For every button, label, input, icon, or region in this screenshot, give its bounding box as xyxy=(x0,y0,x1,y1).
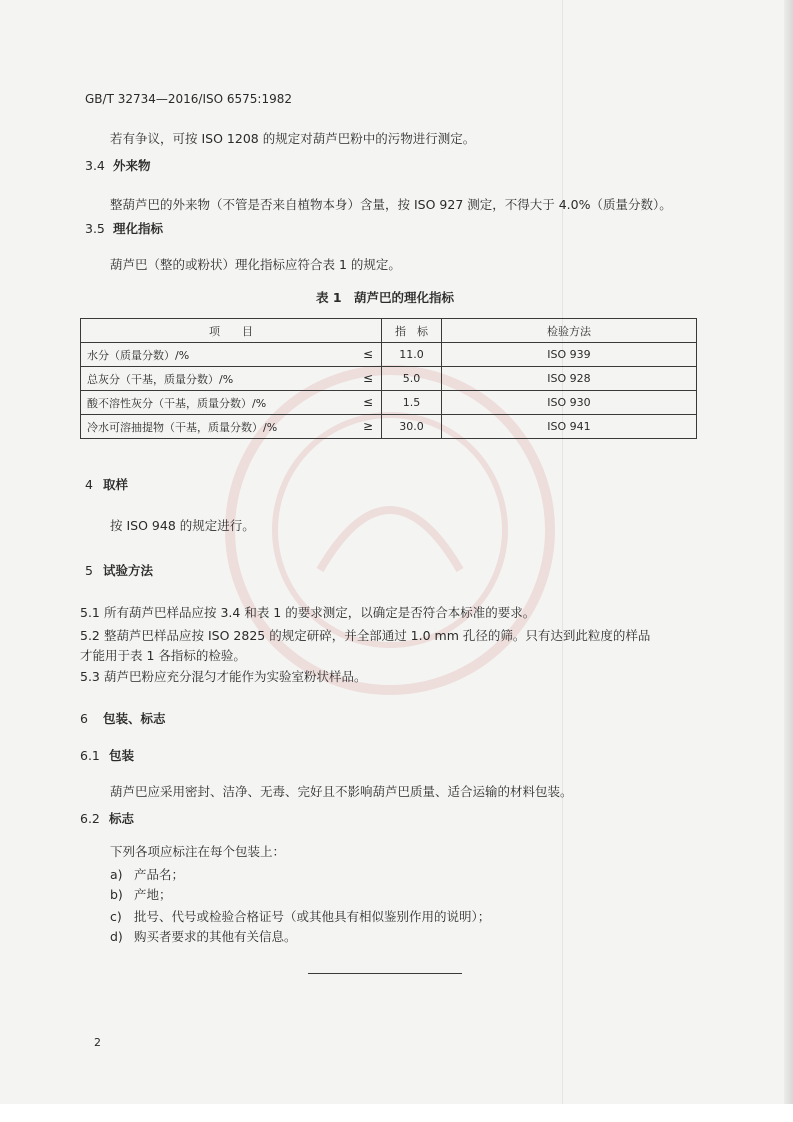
row-item: 冷水可溶抽提物（干基，质量分数）/% xyxy=(87,420,278,434)
comparison-symbol: ≥ xyxy=(362,419,373,433)
row-item: 总灰分（干基，质量分数）/% xyxy=(87,372,234,386)
section-6-1-number: 6.1 xyxy=(80,748,100,763)
row-method: ISO 930 xyxy=(442,391,697,415)
section-6-title: 包装、标志 xyxy=(103,711,166,726)
section-4-title: 取样 xyxy=(103,477,129,492)
row-value: 11.0 xyxy=(382,343,442,367)
comparison-symbol: ≤ xyxy=(362,395,373,409)
section-6-2-intro: 下列各项应标注在每个包装上： xyxy=(110,844,286,859)
section-6-1-title: 包装 xyxy=(109,748,135,763)
section-5-3-text: 葫芦巴粉应充分混匀才能作为实验室粉状样品。 xyxy=(104,669,367,684)
section-5-2-number: 5.2 xyxy=(80,628,100,643)
row-value: 5.0 xyxy=(382,367,442,391)
section-6-2-number: 6.2 xyxy=(80,811,100,826)
section-3-5-title: 理化指标 xyxy=(113,221,164,236)
section-6-number: 6 xyxy=(80,711,88,726)
row-item-cell xyxy=(81,391,382,415)
header-value: 指 标 xyxy=(382,319,442,343)
table-row xyxy=(81,391,697,415)
list-marker: b) xyxy=(110,887,123,902)
list-marker: d) xyxy=(110,929,123,944)
row-item: 酸不溶性灰分（干基，质量分数）/% xyxy=(87,396,267,410)
list-item: 产地； xyxy=(134,887,172,902)
list-marker: a) xyxy=(110,867,123,882)
page-number: 2 xyxy=(94,1036,101,1049)
dispute-note: 若有争议，可按 ISO 1208 的规定对葫芦巴粉中的污物进行测定。 xyxy=(110,131,476,146)
row-item-cell xyxy=(81,367,382,391)
page-edge-shadow xyxy=(784,0,793,1104)
table-header-row xyxy=(81,319,697,343)
comparison-symbol: ≤ xyxy=(362,347,373,361)
section-3-4-number: 3.4 xyxy=(85,158,105,173)
list-item: 批号、代号或检验合格证号（或其他具有相似鉴别作用的说明）； xyxy=(134,909,491,924)
table-caption: 表 1 葫芦巴的理化指标 xyxy=(316,290,455,305)
comparison-symbol: ≤ xyxy=(362,371,373,385)
row-method: ISO 928 xyxy=(442,367,697,391)
section-5-2-text-a: 整葫芦巴样品应按 ISO 2825 的规定研碎，并全部通过 1.0 mm 孔径的筛。只有达到此粒度的样品 xyxy=(104,628,651,643)
table-row xyxy=(81,415,697,439)
list-item: 购买者要求的其他有关信息。 xyxy=(134,929,297,944)
section-5-3-number: 5.3 xyxy=(80,669,100,684)
header-item: 项 目 xyxy=(81,319,382,343)
list-marker: c) xyxy=(110,909,122,924)
section-5-title: 试验方法 xyxy=(103,563,154,578)
section-5-1-text: 所有葫芦巴样品应按 3.4 和表 1 的要求测定，以确定是否符合本标准的要求。 xyxy=(104,605,536,620)
row-value: 30.0 xyxy=(382,415,442,439)
row-item-cell xyxy=(81,415,382,439)
section-6-1-text: 葫芦巴应采用密封、洁净、无毒、完好且不影响葫芦巴质量、适合运输的材料包装。 xyxy=(110,784,573,799)
section-5-1-number: 5.1 xyxy=(80,605,100,620)
table-row xyxy=(81,343,697,367)
section-4-number: 4 xyxy=(85,477,93,492)
list-item: 产品名； xyxy=(134,867,185,882)
section-6-2-title: 标志 xyxy=(109,811,135,826)
indicator-table xyxy=(80,318,697,439)
row-item: 水分（质量分数）/% xyxy=(87,348,190,362)
row-method: ISO 939 xyxy=(442,343,697,367)
table-row xyxy=(81,367,697,391)
end-separator-line xyxy=(308,973,462,974)
row-method: ISO 941 xyxy=(442,415,697,439)
row-value: 1.5 xyxy=(382,391,442,415)
section-3-5-number: 3.5 xyxy=(85,221,105,236)
section-3-4-title: 外来物 xyxy=(113,158,151,173)
section-4-text: 按 ISO 948 的规定进行。 xyxy=(110,518,255,533)
section-3-4-text: 整葫芦巴的外来物（不管是否来自植物本身）含量，按 ISO 927 测定，不得大于 4.0%（质量分数）。 xyxy=(110,197,672,212)
section-5-number: 5 xyxy=(85,563,93,578)
standard-code: GB/T 32734—2016/ISO 6575:1982 xyxy=(85,92,293,106)
section-3-5-text: 葫芦巴（整的或粉状）理化指标应符合表 1 的规定。 xyxy=(110,257,401,272)
row-item-cell xyxy=(81,343,382,367)
section-5-2-text-b: 才能用于表 1 各指标的检验。 xyxy=(80,648,246,663)
header-method: 检验方法 xyxy=(442,319,697,343)
